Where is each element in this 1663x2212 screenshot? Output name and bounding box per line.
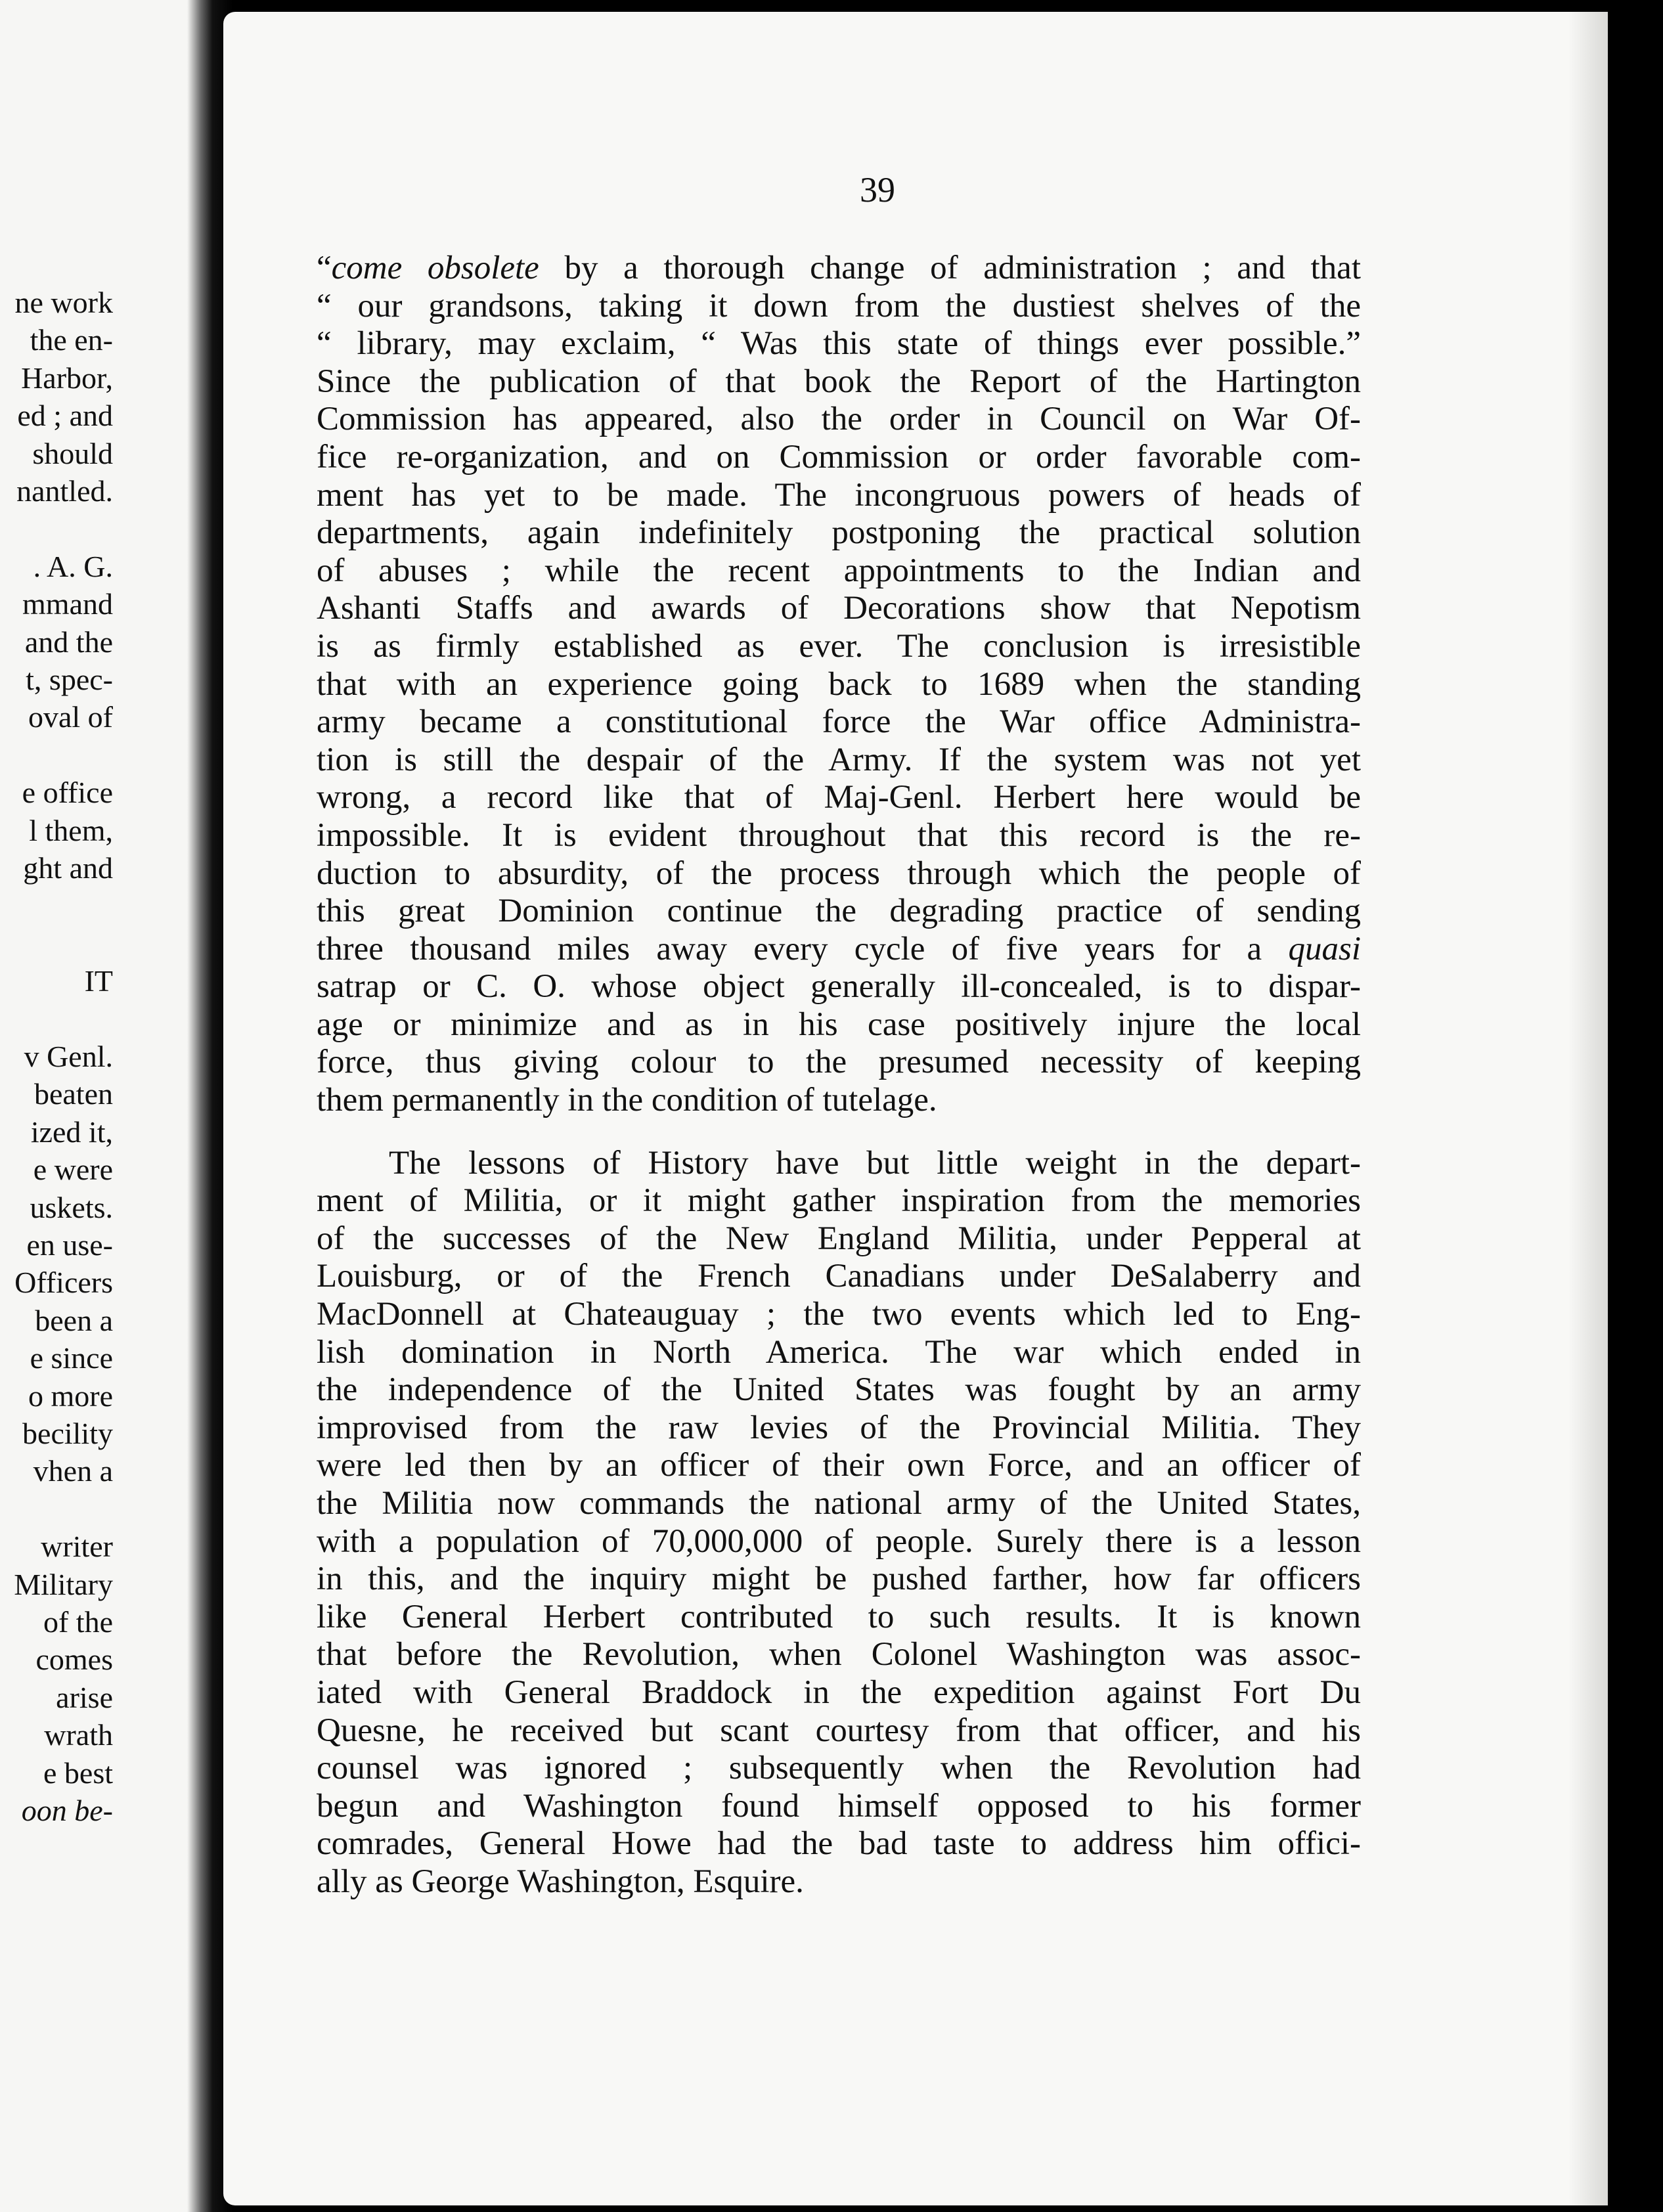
text-line — [317, 1182, 1361, 1220]
text-run: ally as George Washington, Esquire. — [317, 1863, 804, 1900]
left-page-fragment: beaten — [33, 1077, 113, 1111]
left-page-fragment: ized it, — [30, 1115, 113, 1149]
text-run: that before the Revolution, when Colonel Washington was assoc- — [317, 1636, 1361, 1673]
text-run: “ — [317, 250, 332, 286]
italic-text: come obsolete — [331, 250, 539, 286]
text-run: “ library, may exclaim, “ Was this state of things ever possible.” — [317, 325, 1361, 363]
text-run: MacDonnell at Chateauguay ; the two events which led to Eng- — [317, 1296, 1361, 1333]
left-page-fragment: l them, — [29, 813, 113, 847]
text-line — [317, 250, 1361, 288]
left-page-fragment: oval of — [28, 700, 113, 734]
text-run: wrong, a record like that of Maj-Genl. Herbert here would be — [317, 779, 1361, 816]
left-page-fragment: ne work — [14, 286, 113, 319]
text-run: is as firmly established as ever. The conclusion is irresistible — [317, 627, 1361, 665]
left-page-fragment: en use- — [26, 1228, 113, 1262]
text-line — [317, 590, 1361, 628]
left-page-fragment: writer — [41, 1530, 113, 1564]
text-line — [317, 1523, 1361, 1561]
text-line — [317, 628, 1361, 666]
text-line — [317, 1296, 1361, 1334]
text-run: improvised from the raw levies of the Provincial Militia. They — [317, 1409, 1361, 1446]
text-line — [317, 855, 1361, 893]
text-run: The lessons of History have but little weight in the depart- — [389, 1144, 1361, 1182]
text-run: impossible. It is evident throughout that this record is the re- — [317, 816, 1361, 854]
text-run: ment of Militia, or it might gather inspiration from the memories — [317, 1182, 1361, 1220]
text-run: comrades, General Howe had the bad taste to address him offici- — [317, 1825, 1361, 1863]
text-line — [317, 779, 1361, 817]
text-run: departments, again indefinitely postponing the practical solution — [317, 514, 1361, 552]
text-run: Commission has appeared, also the order in Council on War Of- — [317, 401, 1361, 438]
text-run: fice re-organization, and on Commission or order favorable com- — [317, 438, 1361, 476]
left-page-fragment: mmand — [22, 587, 113, 621]
text-run: this great Dominion continue the degrading practice of sending — [317, 893, 1361, 930]
body-text — [317, 250, 1361, 1901]
left-page-fragment: arise — [56, 1680, 113, 1714]
text-line — [317, 552, 1361, 590]
paragraph-gap — [317, 1120, 1361, 1145]
left-page-fragment: v Genl. — [24, 1040, 113, 1073]
text-run: of the successes of the New England Militia, under Pepperal at — [317, 1220, 1361, 1257]
left-page-fragment: Military — [14, 1567, 113, 1601]
text-line — [317, 1044, 1361, 1082]
left-page-fragment: e since — [30, 1341, 113, 1375]
text-line — [317, 1485, 1361, 1523]
text-line — [317, 1750, 1361, 1788]
text-run: lish domination in North America. The war which ended in — [317, 1333, 1361, 1371]
text-line — [317, 514, 1361, 552]
text-run: Quesne, he received but scant courtesy from that officer, and his — [317, 1712, 1361, 1749]
left-page-fragment: oon be- — [21, 1794, 113, 1827]
text-run: by a thorough change of administration ; and that — [539, 250, 1361, 286]
left-page-fragment: nantled. — [16, 474, 113, 508]
text-line — [317, 817, 1361, 855]
right-page — [223, 12, 1608, 2205]
left-page-fragment: ed ; and — [17, 399, 113, 433]
left-page-fragment: of the — [43, 1605, 113, 1639]
text-line — [317, 703, 1361, 741]
text-run: tion is still the despair of the Army. If the system was not yet — [317, 741, 1361, 778]
text-run: with a population of 70,000,000 of people. Surely there is a lesson — [317, 1522, 1361, 1560]
text-line — [317, 1560, 1361, 1599]
text-line — [317, 931, 1361, 969]
text-line — [317, 1712, 1361, 1750]
left-page-fragment: Officers — [14, 1266, 113, 1300]
left-page-fragment: Harbor, — [21, 361, 113, 395]
text-line — [317, 1825, 1361, 1863]
text-run: force, thus giving colour to the presumed necessity of keeping — [317, 1044, 1361, 1081]
text-run: the independence of the United States was fought by an army — [317, 1371, 1361, 1409]
left-page-fragment: should — [32, 436, 113, 470]
text-line — [317, 477, 1361, 515]
text-line — [317, 968, 1361, 1006]
text-line — [317, 1636, 1361, 1674]
left-page-fragment: and the — [24, 625, 113, 659]
text-run: ment has yet to be made. The incongruous powers of heads of — [317, 476, 1361, 514]
text-line — [317, 666, 1361, 704]
left-page-fragment: been a — [35, 1303, 113, 1337]
text-run: in this, and the inquiry might be pushed farther, how far officers — [317, 1560, 1361, 1598]
left-page-fragment: becility — [22, 1417, 113, 1450]
text-run: age or minimize and as in his case positively injure the local — [317, 1006, 1361, 1043]
left-page-fragment: e office — [22, 776, 113, 810]
text-run: Since the publication of that book the Report of the Hartington — [317, 363, 1361, 400]
text-run: army became a constitutional force the War office Administra- — [317, 703, 1361, 741]
text-run: of abuses ; while the recent appointments to the Indian and — [317, 552, 1361, 589]
left-page-fragment: e best — [43, 1756, 113, 1790]
text-line — [317, 1082, 1361, 1120]
text-line — [317, 288, 1361, 326]
text-run: begun and Washington found himself opposed to his former — [317, 1787, 1361, 1825]
text-line — [317, 1409, 1361, 1448]
page-edge-shading — [1568, 12, 1608, 2205]
left-page-fragment: uskets. — [30, 1190, 113, 1224]
text-line — [317, 363, 1361, 401]
text-run: that with an experience going back to 1689 when the standing — [317, 665, 1361, 703]
text-line — [317, 1788, 1361, 1826]
text-line — [317, 401, 1361, 439]
text-line — [317, 1006, 1361, 1044]
text-run: were led then by an officer of their own Force, and an officer of — [317, 1447, 1361, 1484]
left-page-fragment: o more — [28, 1379, 113, 1413]
text-line — [317, 1220, 1361, 1258]
text-line — [317, 1145, 1361, 1183]
text-line — [317, 1371, 1361, 1409]
text-line — [317, 1674, 1361, 1712]
left-page-fragment: IT — [84, 964, 113, 998]
left-page-fragment: e were — [33, 1153, 113, 1187]
paragraph-1 — [317, 250, 1361, 1120]
text-run: the Militia now commands the national army of the United States, — [317, 1485, 1361, 1522]
text-run: Ashanti Staffs and awards of Decorations show that Nepotism — [317, 590, 1361, 627]
text-run: satrap or C. O. whose object generally ill-concealed, is to dispar- — [317, 968, 1361, 1006]
paragraph-2 — [317, 1145, 1361, 1901]
text-line — [317, 741, 1361, 780]
text-run: three thousand miles away every cycle of five years for a — [317, 930, 1289, 967]
text-line — [317, 893, 1361, 931]
left-page-fragment: t, spec- — [26, 663, 113, 696]
text-run: them permanently in the condition of tutelage. — [317, 1082, 937, 1119]
text-run: duction to absurdity, of the process through which the people of — [317, 854, 1361, 892]
page-number: 39 — [860, 170, 895, 210]
left-facing-page — [0, 0, 197, 2212]
left-page-fragment: ght and — [23, 851, 113, 885]
left-page-fragment: the en- — [30, 323, 113, 357]
left-page-fragment: . A. G. — [33, 549, 113, 583]
left-page-fragment: comes — [35, 1643, 113, 1677]
italic-text: quasi — [1288, 930, 1361, 967]
text-line — [317, 1334, 1361, 1372]
text-line — [317, 325, 1361, 363]
text-run: iated with General Braddock in the expedition against Fort Du — [317, 1673, 1361, 1711]
text-line — [317, 439, 1361, 477]
text-line — [317, 1447, 1361, 1485]
text-run: counsel was ignored ; subsequently when the Revolution had — [317, 1750, 1361, 1787]
left-page-fragment: vhen a — [33, 1454, 113, 1488]
left-page-fragment: wrath — [44, 1718, 113, 1752]
text-run: Louisburg, or of the French Canadians under DeSalaberry and — [317, 1258, 1361, 1295]
text-line — [317, 1258, 1361, 1296]
text-run: like General Herbert contributed to such results. It is known — [317, 1598, 1361, 1635]
text-line — [317, 1599, 1361, 1637]
text-line — [317, 1863, 1361, 1901]
text-run: “ our grandsons, taking it down from the dustiest shelves of the — [317, 287, 1361, 324]
